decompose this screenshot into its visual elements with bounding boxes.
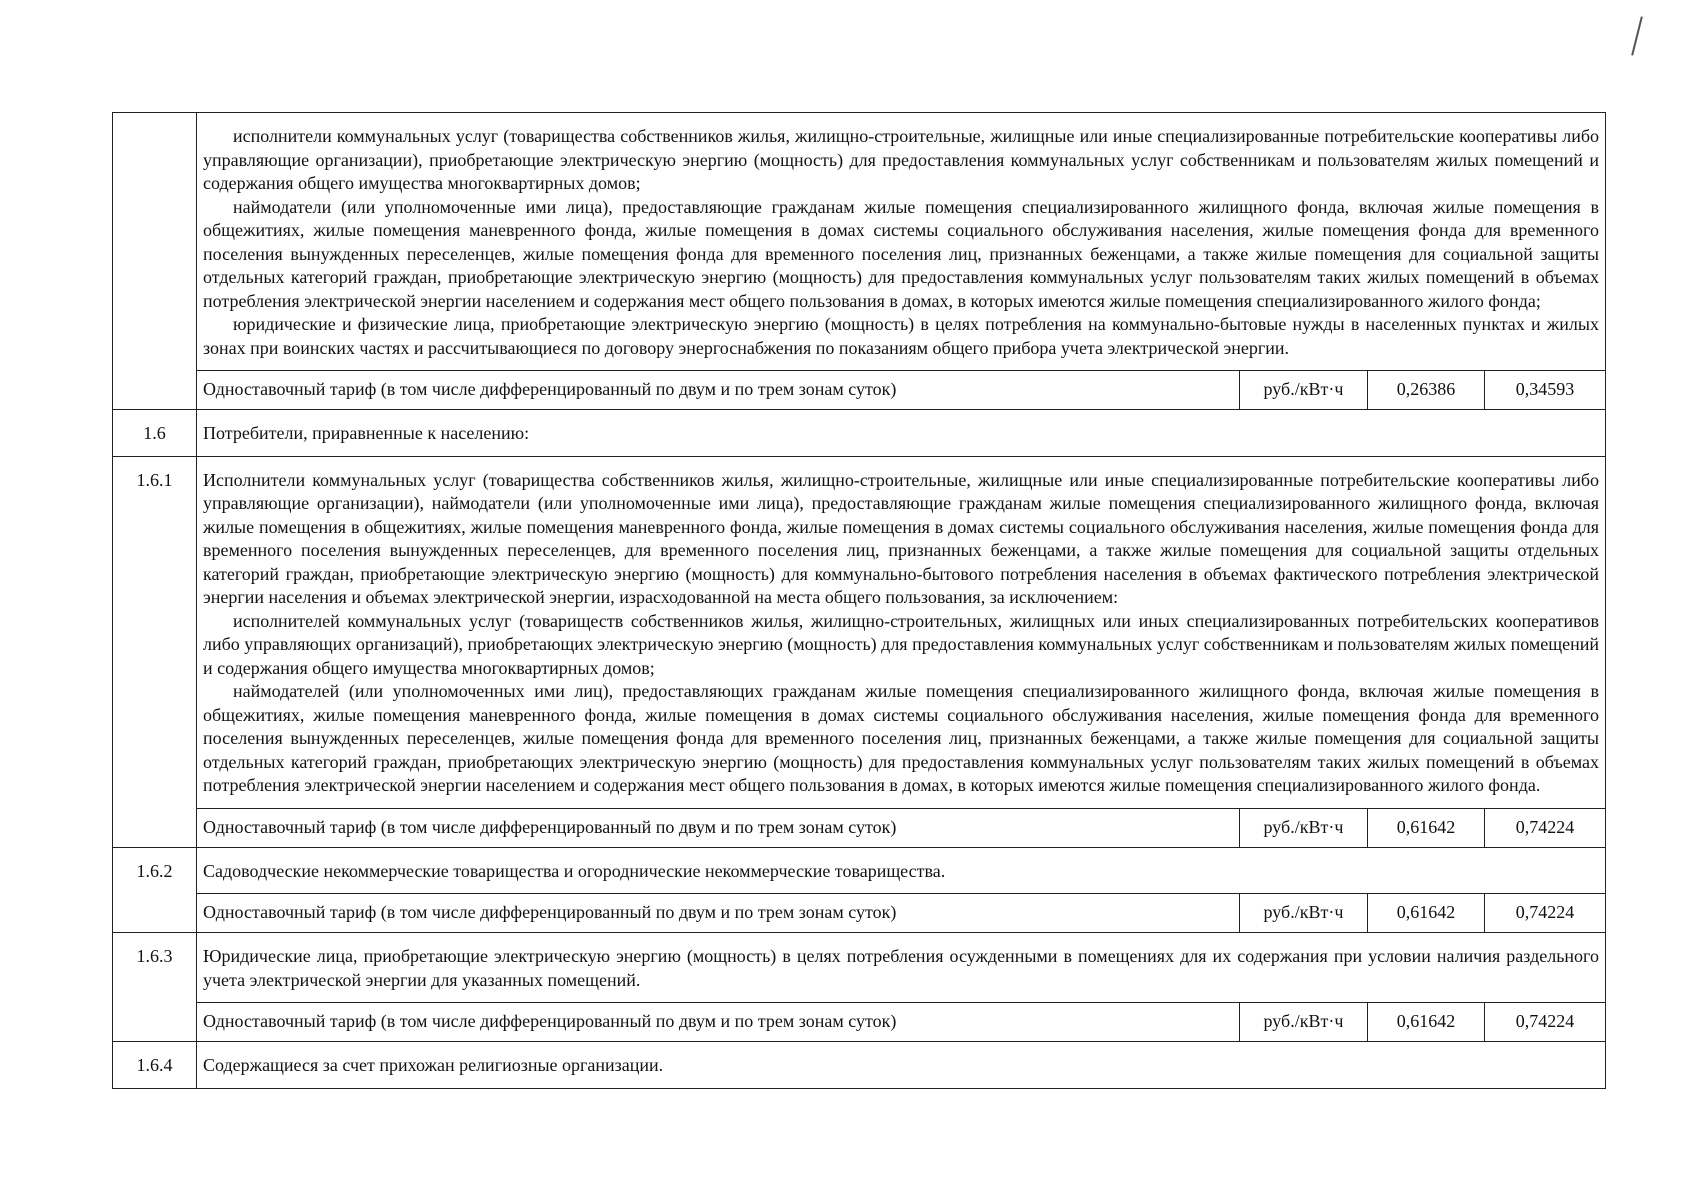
- tariff-unit: руб./кВт·ч: [1239, 894, 1367, 933]
- tariff-label: Одноставочный тариф (в том числе дифференцированный по двум и по трем зонам суток): [197, 1003, 1240, 1042]
- paragraph: исполнители коммунальных услуг (товарищества собственников жилья, жилищно-строительные, жилищные или иные специализированные потребительские кооперативы либо управляющие организации), приобретающие электрическую энергию (мощность) для предоставления коммунальных услуг собственникам и пользователям жилых помещений и содержания общего имущества многоквартирных домов;: [203, 126, 1599, 193]
- paragraph: Исполнители коммунальных услуг (товарищества собственников жилья, жилищно-строительные, жилищные или иные специализированные потребительские кооперативы либо управляющие организации), наймодатели (или уполномоченные ими лица), предоставляющие гражданам жилые помещения специализированного жилищного фонда, включая жилые помещения в общежитиях, жилые помещения маневренного фонда, жилые помещения в домах системы социального обслуживания населения, жилые помещения фонда для временного поселения вынужденных переселенцев, для временного поселения лиц, признанных беженцами, а также жилые помещения для социальной защиты отдельных категорий граждан, приобретающие электрическую энергию (мощность) для коммунально-бытового потребления населения в объемах фактического потребления электрической энергии населения и объемах электрической энергии, израсходованной на места общего пользования, за исключением:: [203, 469, 1599, 607]
- corner-pen-mark: [1631, 16, 1643, 55]
- item-number: 1.6.2: [113, 847, 197, 933]
- table-row: [113, 847, 1606, 894]
- tariff-unit: руб./кВт·ч: [1239, 371, 1367, 410]
- table-row: [113, 456, 1606, 808]
- item-number: 1.6: [113, 410, 197, 457]
- paragraph: Юридические лица, приобретающие электрическую энергию (мощность) в целях потребления осужденными в помещениях для их содержания при условии наличия раздельного учета электрической энергии для указанных помещений.: [203, 946, 1599, 990]
- item-description: [197, 847, 1606, 894]
- table-row: [113, 113, 1606, 371]
- tariff-label: Одноставочный тариф (в том числе дифференцированный по двум и по трем зонам суток): [197, 808, 1240, 847]
- tariff-row: [113, 1003, 1606, 1042]
- tariff-value-2: 0,74224: [1484, 1003, 1605, 1042]
- paragraph: наймодатели (или уполномоченные ими лица), предоставляющие гражданам жилые помещения специализированного жилищного фонда, включая жилые помещения в общежитиях, жилые помещения маневренного фонда, жилые помещения в домах системы социального обслуживания населения, жилые помещения фонда для временного поселения вынужденных переселенцев, жилые помещения фонда для временного поселения лиц, признанных беженцами, а также жилые помещения для социальной защиты отдельных категорий граждан, приобретающие электрическую энергию (мощность) для предоставления коммунальных услуг пользователям таких жилых помещений в объемах потребления электрической энергии населением и содержания мест общего пользования в домах, в которых имеются жилые помещения специализированного жилого фонда;: [203, 196, 1599, 311]
- tariff-row: [113, 371, 1606, 410]
- item-number: 1.6.3: [113, 933, 197, 1042]
- tariff-value-1: 0,61642: [1367, 808, 1484, 847]
- paragraph: Садоводческие некоммерческие товарищества и огороднические некоммерческие товарищества.: [203, 860, 946, 881]
- tariff-table: [112, 112, 1606, 1089]
- tariff-row: [113, 808, 1606, 847]
- tariff-value-2: 0,34593: [1484, 371, 1605, 410]
- tariff-unit: руб./кВт·ч: [1239, 808, 1367, 847]
- table-row: [113, 1042, 1606, 1089]
- item-description: [197, 1042, 1606, 1089]
- tariff-label: Одноставочный тариф (в том числе дифференцированный по двум и по трем зонам суток): [197, 371, 1240, 410]
- item-description: [197, 456, 1606, 808]
- paragraph: Содержащиеся за счет прихожан религиозные организации.: [203, 1055, 664, 1075]
- tariff-value-1: 0,61642: [1367, 1003, 1484, 1042]
- tariff-value-1: 0,61642: [1367, 894, 1484, 933]
- item-description: [197, 113, 1606, 371]
- table-row: [113, 933, 1606, 1003]
- item-description: [197, 933, 1606, 1003]
- paragraph: наймодателей (или уполномоченных ими лиц), предоставляющих гражданам жилые помещения специализированного жилищного фонда, включая жилые помещения в общежитиях, жилые помещения маневренного фонда, жилые помещения в домах системы социального обслуживания населения, жилые помещения фонда для временного поселения вынужденных переселенцев, жилые помещения фонда для временного поселения лиц, признанных беженцами, а также жилые помещения для социальной защиты отдельных категорий граждан, приобретающих электрическую энергию (мощность) для предоставления коммунальных услуг пользователям таких жилых помещений в объемах потребления электрической энергии населением и содержания мест общего пользования в домах, в которых имеются жилые помещения специализированного жилого фонда.: [203, 681, 1599, 795]
- tariff-unit: руб./кВт·ч: [1239, 1003, 1367, 1042]
- item-number: 1.6.4: [113, 1042, 197, 1089]
- item-number: 1.6.1: [113, 456, 197, 847]
- table-row: [113, 410, 1606, 457]
- paragraph: Потребители, приравненные к населению:: [203, 423, 530, 443]
- tariff-row: [113, 894, 1606, 933]
- item-number: [113, 113, 197, 410]
- paragraph: исполнителей коммунальных услуг (товариществ собственников жилья, жилищно-строительных, жилищных или иных специализированных потребительских кооперативов либо управляющих организаций), приобретающих электрическую энергию (мощность) для предоставления коммунальных услуг собственникам и пользователям жилых помещений и содержания общего имущества многоквартирных домов;: [203, 610, 1599, 678]
- tariff-value-2: 0,74224: [1484, 808, 1605, 847]
- tariff-value-2: 0,74224: [1484, 894, 1605, 933]
- paragraph: юридические и физические лица, приобретающие электрическую энергию (мощность) в целях потребления на коммунально-бытовые нужды в населенных пунктах и жилых зонах при воинских частях и рассчитывающиеся по договору энергоснабжения по показаниям общего прибора учета электрической энергии.: [203, 314, 1599, 358]
- item-description: [197, 410, 1606, 457]
- tariff-value-1: 0,26386: [1367, 371, 1484, 410]
- tariff-label: Одноставочный тариф (в том числе дифференцированный по двум и по трем зонам суток): [197, 894, 1240, 933]
